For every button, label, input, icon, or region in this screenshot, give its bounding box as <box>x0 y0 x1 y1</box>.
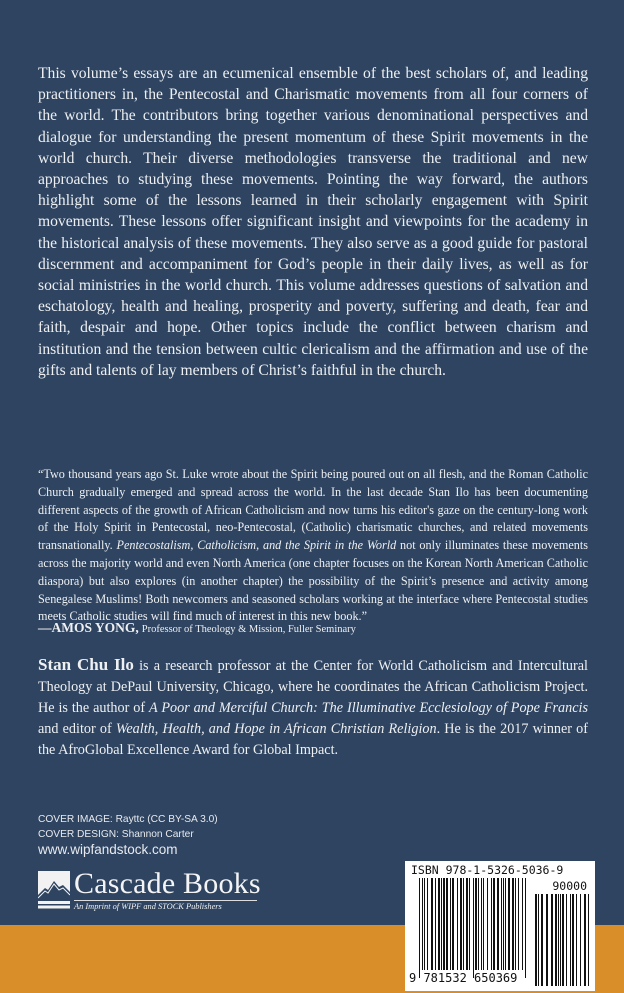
barcode-bar <box>522 878 523 970</box>
bio-text: is a research professor at the Center for World Catholicism and Intercultural Theology at DePaul University, Chicago, where he coordinates the African Catholicism Project. He is the author of <box>38 658 588 716</box>
barcode-bar <box>469 878 470 970</box>
barcode-bar <box>508 878 510 970</box>
quote-text-1: “Two thousand years ago St. Luke wrote about the Spirit being poured out on all flesh, and the Roman Catholic Church gradually emerged and spread across the world. In the last decade Stan Ilo has been documenting different aspects of the growth of African Catholicism and now turns his editor's gaze on the century-long work of the Holy Spirit in Pentecostal, neo-Pentecostal, (Catholic) charismatic churches, and related movements transnationally. <box>38 467 588 553</box>
barcode-bar <box>493 878 495 970</box>
barcode-bar <box>481 878 482 970</box>
cover-image-credit <box>38 813 218 828</box>
barcode-bar <box>546 894 548 986</box>
endorsement-attribution <box>38 620 356 636</box>
barcode-bar <box>503 878 504 970</box>
barcode-bar <box>551 894 553 986</box>
bio-text: . He is the 2017 winner of the AfroGlobal Excellence Award for Global Impact. <box>38 721 589 758</box>
barcode-bar <box>570 894 571 986</box>
publisher-url[interactable]: www.wipfandstock.com <box>38 842 178 857</box>
publisher-name: Cascade Books <box>74 867 261 900</box>
barcode-bar <box>501 878 502 970</box>
barcode-bar <box>460 878 462 970</box>
barcode-bar <box>452 878 454 970</box>
barcode-bar <box>584 894 586 986</box>
book-description: This volume’s essays are an ecumenical ensemble of the best scholars of, and leading practitioners in, the Pentecostal and Charismatic movements from all four corners of the world. The contributors bring together various denominational perspectives and dialogue for understanding the present momentum of these Spirit movements in the world church. Their diverse methodologies transverse the traditional and new approaches to studying these movements. Pointing the way forward, the authors highlight some of the lessons learned in their scholarly engagement with Spirit movements. These lessons offer significant insight and viewpoints for the academy in the historical analysis of these movements. They also serve as a good guide for pastoral discernment and accompaniment for God’s people in their daily lives, as well as for social ministries in the world church. This volume addresses questions of salvation and eschatology, health and healing, prosperity and poverty, suffering and death, fear and faith, despair and hope. Other topics include the conflict between charism and institution and the tension between cultic clericalism and the affirmation and use of the gifts and talents of lay members of Christ’s faithful in the church. <box>38 65 588 379</box>
publisher-tagline: An Imprint of WIPF and STOCK Publishers <box>74 902 222 911</box>
barcode-bar <box>422 878 423 970</box>
barcode-bar <box>497 878 499 970</box>
barcode-bar <box>431 878 433 970</box>
barcode-bar <box>483 878 484 970</box>
barcode-bar <box>435 878 436 970</box>
barcode-bar <box>443 878 445 970</box>
barcode-bar <box>424 878 425 970</box>
endorser-role: Professor of Theology & Mission, Fuller Seminary <box>141 624 356 635</box>
mountain-icon <box>38 871 70 909</box>
barcode-bar <box>541 894 543 986</box>
barcode-bar <box>538 894 539 986</box>
credit-label: COVER DESIGN: <box>38 828 119 840</box>
barcode-bar <box>555 894 557 986</box>
barcode-bar <box>441 878 442 970</box>
publisher-logo <box>38 867 268 913</box>
barcode-bar <box>463 878 464 970</box>
isbn-barcode <box>405 861 595 991</box>
barcode-bar <box>558 894 559 986</box>
bio-book-1: A Poor and Merciful Church: The Illuminative Ecclesiology of Pope Francis <box>149 700 589 716</box>
quoted-book-title: Pentecostalism, Catholicism, and the Spirit in the World <box>116 538 397 553</box>
barcode-bar <box>572 894 574 986</box>
quote-text-2: not only illuminates these movements across the majority world and even North America (one chapter focuses on the Korean North American Catholic diaspora) but also explores (in another chapter) the possibility of the Spirit’s presence and activity among Senegalese Muslims! Both newcomers and seasoned scholars working at the interface where Pentecostal studies meets Catholic studies will find much of interest in this new book.” <box>38 538 588 624</box>
barcode-bar <box>457 878 458 970</box>
barcode-bar <box>562 894 564 986</box>
barcode-bar <box>566 894 567 986</box>
bio-book-2: Wealth, Health, and Hope in African Christian Religion <box>115 721 437 737</box>
barcode-bar <box>580 894 581 986</box>
barcode-bar <box>487 878 488 970</box>
barcode-bar <box>576 894 577 986</box>
endorser-name: —AMOS YONG, <box>38 620 139 635</box>
bio-text: and editor of <box>38 721 116 737</box>
cover-design-credit <box>38 828 218 843</box>
barcode-bar <box>478 878 479 970</box>
endorsement-quote <box>38 466 588 626</box>
credit-label: COVER IMAGE: <box>38 814 113 825</box>
barcode-bar <box>512 878 514 970</box>
barcode-bar <box>525 878 526 978</box>
barcode-bar <box>505 878 506 970</box>
ean-number: 9 781532 650369 <box>409 971 518 985</box>
author-bio <box>38 654 588 761</box>
author-name: Stan Chu Ilo <box>38 655 134 674</box>
divider <box>74 900 257 901</box>
barcode-bar <box>446 878 448 970</box>
barcode-bar <box>560 894 561 986</box>
barcode-bar <box>475 878 477 970</box>
barcode-bar <box>518 878 519 970</box>
barcode-bar <box>438 878 440 970</box>
barcode-bar <box>588 894 589 986</box>
barcode-bar <box>466 878 468 970</box>
credit-value: Shannon Carter <box>118 828 194 840</box>
cover-credits <box>38 813 218 858</box>
credit-value: Rayttc (CC BY-SA 3.0) <box>112 814 218 825</box>
barcode-bar <box>515 878 516 970</box>
barcode-bar <box>535 894 537 986</box>
barcode-bar <box>427 878 428 970</box>
barcode-bar <box>491 878 492 970</box>
barcode-bar <box>419 878 420 978</box>
price-code: 90000 <box>552 879 587 893</box>
barcode-bar <box>473 878 474 978</box>
isbn-number: ISBN 978-1-5326-5036-9 <box>411 863 564 877</box>
barcode-bar <box>450 878 451 970</box>
